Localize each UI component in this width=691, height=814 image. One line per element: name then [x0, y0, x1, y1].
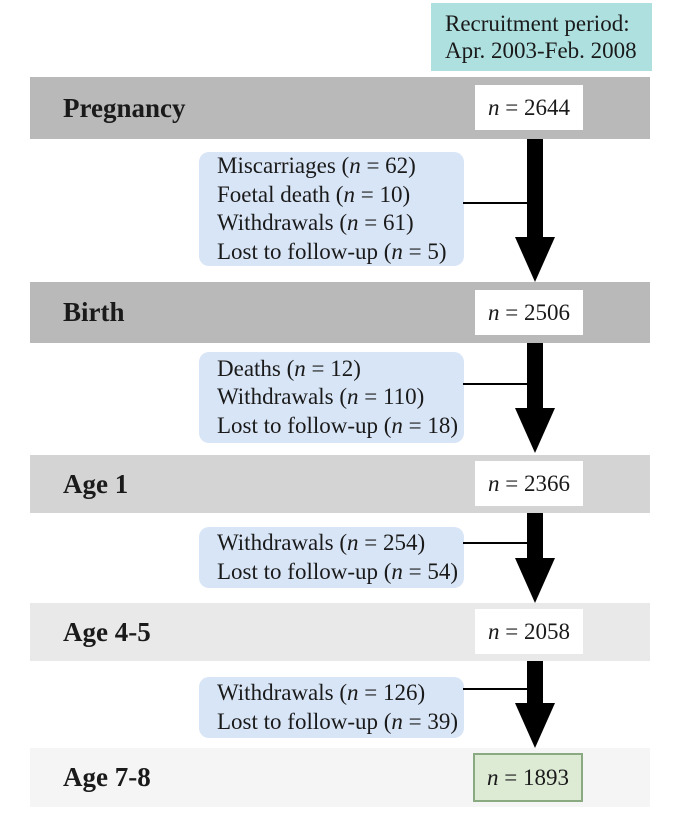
text-segment: = 54) [402, 558, 459, 584]
stage-label: Age 4-5 [63, 616, 151, 647]
n-symbol: n [347, 530, 359, 555]
connector-line [463, 688, 535, 690]
count-value: = 1893 [498, 764, 569, 790]
count-value: = 2366 [499, 470, 570, 496]
text-segment: Withdrawals ( [217, 210, 348, 235]
n-symbol: n [347, 210, 359, 235]
text-segment: Lost to follow-up ( [217, 708, 392, 734]
text-segment: = 39) [402, 708, 459, 734]
text-segment: = 254) [358, 530, 426, 555]
dropout-line [217, 708, 464, 737]
recruitment-period-box [431, 3, 652, 71]
text-segment: = 126) [358, 680, 426, 705]
text-segment: Withdrawals ( [217, 530, 348, 555]
count-n-symbol: n [488, 94, 500, 120]
count-box-age-4-5 [475, 609, 583, 654]
recruitment-period-line2: Apr. 2003-Feb. 2008 [445, 38, 637, 63]
dropout-line [217, 238, 464, 267]
arrow-down-icon [515, 237, 555, 282]
count-box-age-7-8-final [473, 753, 583, 802]
dropout-line [217, 152, 464, 181]
dropout-line [217, 679, 464, 708]
text-segment: = 5) [402, 238, 447, 264]
n-symbol: n [294, 355, 306, 381]
recruitment-period-line1: Recruitment period: [445, 11, 630, 36]
text-segment: Lost to follow-up ( [217, 238, 392, 264]
count-box-pregnancy [475, 85, 583, 130]
text-segment: = 12) [305, 355, 361, 381]
stage-label: Birth [63, 297, 125, 327]
connector-line [463, 202, 535, 204]
stage-label: Age 7-8 [63, 762, 151, 792]
count-n-symbol: n [488, 299, 500, 325]
n-symbol: n [349, 153, 361, 178]
arrow-stem [527, 661, 543, 704]
text-segment: Deaths ( [217, 355, 295, 381]
dropout-box-pregnancy-to-birth [199, 152, 464, 266]
dropout-line [217, 558, 464, 587]
text-segment: = 62) [360, 153, 416, 178]
connector-line [463, 383, 535, 385]
dropout-line [217, 529, 464, 558]
text-segment: = 10) [354, 181, 411, 207]
text-segment: Withdrawals ( [217, 384, 348, 410]
n-symbol: n [391, 558, 403, 584]
text-segment: = 110) [358, 384, 425, 410]
text-segment: = 61) [358, 210, 414, 235]
arrow-stem [527, 513, 543, 559]
dropout-line [217, 209, 464, 238]
count-n-symbol: n [488, 618, 500, 644]
count-value: = 2506 [499, 299, 570, 325]
arrow-stem [527, 139, 543, 238]
arrow-down-icon [515, 703, 555, 748]
arrow-down-icon [515, 558, 555, 603]
count-box-age-1 [475, 461, 583, 506]
dropout-line [217, 181, 464, 210]
n-symbol: n [343, 181, 355, 207]
n-symbol: n [347, 384, 359, 410]
dropout-box-birth-to-age-1 [199, 352, 464, 443]
count-value: = 2644 [499, 94, 570, 120]
n-symbol: n [391, 412, 403, 438]
dropout-line [217, 355, 464, 384]
dropout-line [217, 412, 464, 441]
count-n-symbol: n [487, 764, 499, 790]
text-segment: Miscarriages ( [217, 153, 350, 178]
dropout-line [217, 383, 464, 412]
n-symbol: n [391, 708, 403, 734]
dropout-box-age-4-5-to-age-7-8 [199, 677, 464, 738]
text-segment: Lost to follow-up ( [217, 558, 392, 584]
stage-label: Pregnancy [63, 92, 186, 123]
arrow-down-icon [515, 408, 555, 453]
count-box-birth [475, 290, 583, 335]
arrow-stem [527, 343, 543, 409]
text-segment: Withdrawals ( [217, 680, 348, 705]
count-value: = 2058 [499, 618, 570, 644]
stage-label: Age 1 [63, 468, 129, 499]
text-segment: Lost to follow-up ( [217, 412, 392, 438]
n-symbol: n [391, 238, 403, 264]
connector-line [463, 542, 535, 544]
count-n-symbol: n [488, 470, 500, 496]
n-symbol: n [347, 680, 359, 705]
text-segment: Foetal death ( [217, 181, 344, 207]
dropout-box-age-1-to-age-4-5 [199, 527, 464, 588]
text-segment: = 18) [402, 412, 459, 438]
